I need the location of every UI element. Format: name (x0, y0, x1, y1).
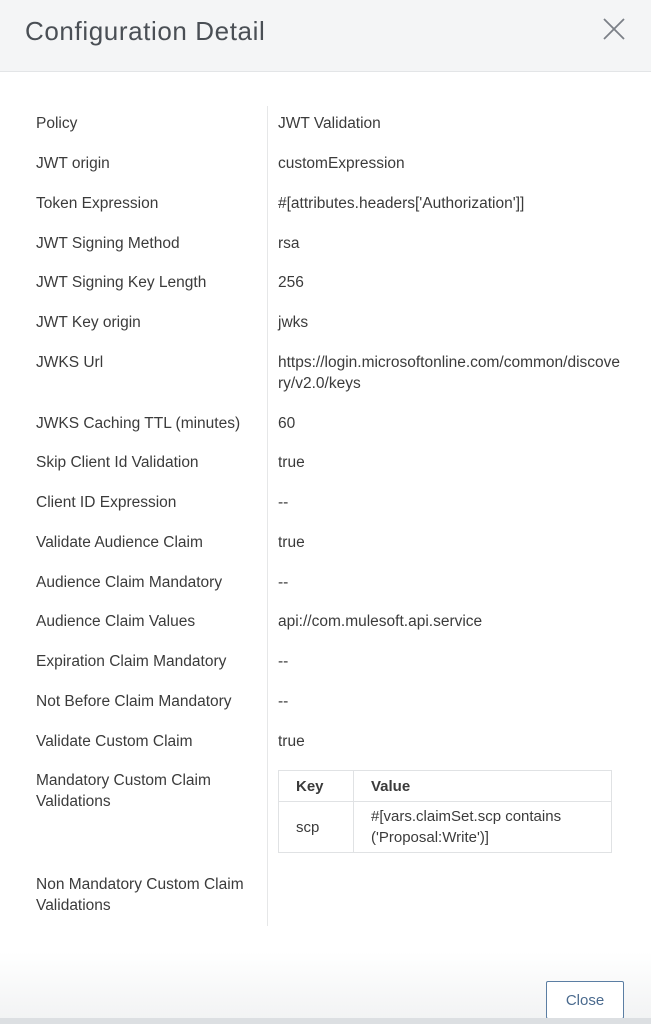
modal-header (0, 0, 651, 72)
detail-label: JWKS Caching TTL (minutes) (36, 415, 241, 432)
detail-value: true (278, 454, 305, 471)
detail-label: JWT Signing Key Length (36, 274, 207, 291)
detail-value: 60 (278, 415, 296, 432)
detail-label: Token Expression (36, 195, 159, 212)
table-header-key: Key (279, 771, 354, 802)
detail-value: -- (278, 693, 289, 710)
detail-value: 256 (278, 274, 304, 291)
detail-value: jwks (278, 314, 309, 331)
column-divider (267, 106, 268, 926)
detail-label: Audience Claim Mandatory (36, 574, 223, 591)
detail-label: Audience Claim Values (36, 613, 196, 630)
detail-value: customExpression (278, 155, 405, 172)
detail-value: rsa (278, 235, 300, 252)
close-button[interactable]: Close (546, 981, 624, 1019)
detail-value: true (278, 534, 305, 551)
modal-body (0, 72, 651, 952)
detail-label: Mandatory Custom Claim Validations (36, 772, 211, 810)
close-icon[interactable] (601, 16, 627, 42)
detail-label: JWKS Url (36, 354, 104, 371)
detail-label: JWT origin (36, 155, 110, 172)
detail-label: Validate Audience Claim (36, 534, 203, 551)
table-cell-value: #[vars.claimSet.scp contains ('Proposal:Write')] (354, 802, 612, 853)
detail-label: Expiration Claim Mandatory (36, 653, 227, 670)
detail-label: JWT Key origin (36, 314, 141, 331)
table-cell-key: scp (279, 802, 354, 853)
detail-label: Validate Custom Claim (36, 733, 193, 750)
detail-value: true (278, 733, 305, 750)
detail-value: JWT Validation (278, 115, 381, 132)
detail-value: -- (278, 574, 289, 591)
detail-label: JWT Signing Method (36, 235, 180, 252)
modal-footer (0, 952, 651, 1024)
table-row (279, 802, 612, 853)
detail-label: Skip Client Id Validation (36, 454, 199, 471)
detail-value: #[attributes.headers['Authorization']] (278, 195, 525, 212)
mandatory-claims-table (278, 770, 612, 853)
detail-value: -- (278, 494, 289, 511)
detail-value: api://com.mulesoft.api.service (278, 613, 483, 630)
detail-label: Not Before Claim Mandatory (36, 693, 232, 710)
detail-value: https://login.microsoftonline.com/common/discovery/v2.0/keys (278, 354, 621, 392)
detail-label: Client ID Expression (36, 494, 177, 511)
detail-label: Non Mandatory Custom Claim Validations (36, 876, 244, 914)
detail-value: -- (278, 653, 289, 670)
table-header-value: Value (354, 771, 612, 802)
modal-title: Configuration Detail (25, 16, 266, 46)
detail-label: Policy (36, 115, 78, 132)
table-header-row (279, 771, 612, 802)
footer-divider (0, 1018, 651, 1024)
